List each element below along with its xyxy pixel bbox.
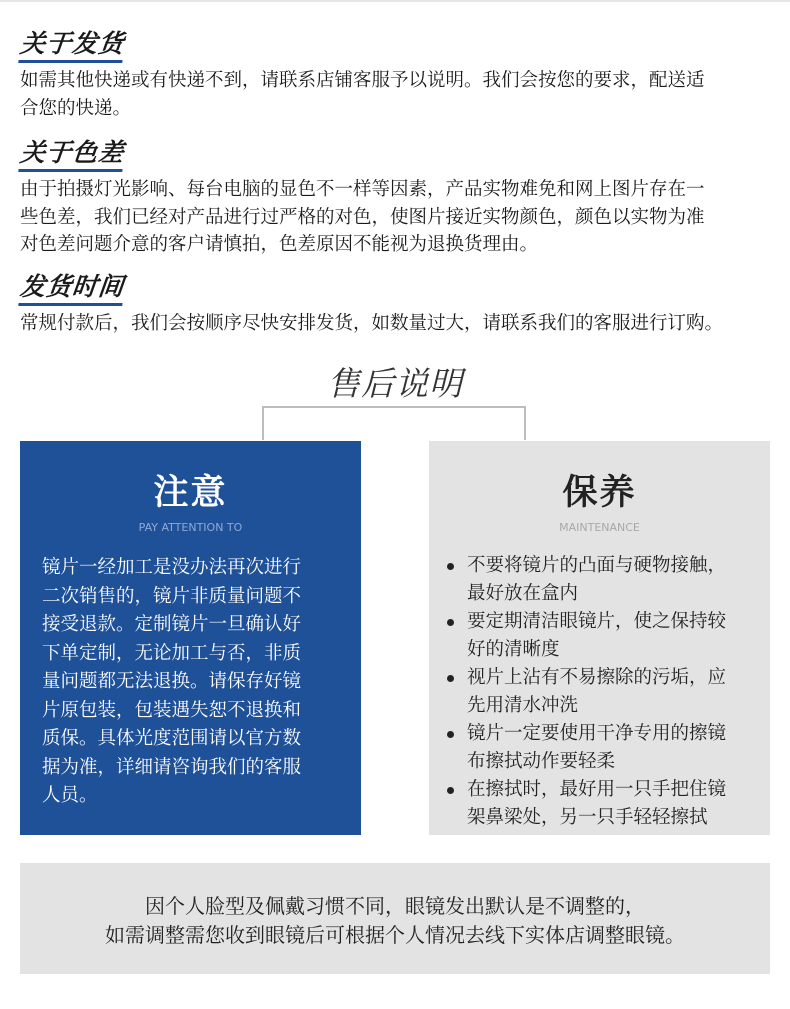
color-diff-text: 由于拍摄灯光影响、每台电脑的显色不一样等因素，产品实物难免和网上图片存在一 些色差，我们已经对产品进行过严格的对色，使图片接近实物颜色，颜色以实物为准 对色差问题介意的客户请慎拍，色差原因不能视为退换货理由。 [20,179,705,255]
list-item: 视片上沾有不易擦除的污垢，应 先用清水冲洗 [445,664,754,720]
attention-subtitle: PAY ATTENTION TO [138,521,243,534]
top-divider [0,0,790,2]
adjustment-notice: 因个人脸型及佩戴习惯不同，眼镜发出默认是不调整的， 如需调整需您收到眼镜后可根据个人情况去线下实体店调整眼镜。 [20,863,770,974]
color-diff-section [20,139,772,259]
maintenance-subtitle: MAINTENANCE [559,521,640,534]
ship-time-text: 常规付款后，我们会按顺序尽快安排发货，如数量过大，请联系我们的客服进行订购。 [20,313,724,334]
list-item: 不要将镜片的凸面与硬物接触， 最好放在盒内 [445,552,754,608]
attention-title: 注意 [153,473,228,513]
attention-body: 镜片一经加工是没办法再次进行 二次销售的，镜片非质量问题不 接受退款。定制镜片一旦确认好 下单定制，无论加工与否，非质 量问题都无法退换。请保存好镜 片原包装，包装遇失恕不退换和 质保。具体光度范围请以官方数 据为准，详细请咨询我们的客服 人员。 [42,557,302,806]
list-item: 要定期清洁眼镜片，使之保持较 好的清晰度 [445,608,754,664]
attention-card [20,441,361,835]
ship-time-title: 发货时间 [18,273,125,306]
ship-time-section [20,273,772,338]
after-sale-title: 售后说明 [327,364,463,403]
shipping-text: 如需其他快递或有快递不到，请联系店铺客服予以说明。我们会按您的要求，配送适 合您的快递。 [20,70,705,119]
maintenance-card [429,441,770,835]
shipping-title: 关于发货 [18,30,125,63]
list-item: 镜片一定要使用干净专用的擦镜 布擦拭动作要轻柔 [445,720,754,776]
list-item: 在擦拭时，最好用一只手把住镜 架鼻梁处，另一只手轻轻擦拭 [445,776,754,832]
connector-bracket [262,406,526,440]
maintenance-title: 保养 [562,473,637,513]
shipping-section [20,30,772,122]
color-diff-title: 关于色差 [18,139,125,172]
maintenance-list [445,552,754,832]
